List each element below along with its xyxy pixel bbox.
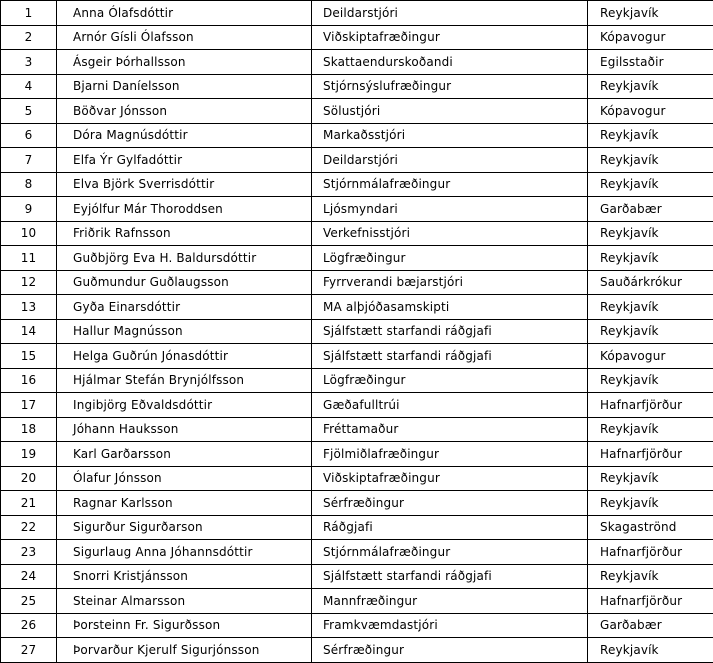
table-row	[1, 564, 713, 589]
person-name: Sigurlaug Anna Jóhannsdóttir	[57, 540, 312, 565]
person-name: Sigurður Sigurðarson	[57, 515, 312, 540]
job-title: Stjórnmálafræðingur	[312, 540, 588, 565]
town: Reykjavík	[588, 417, 713, 442]
person-name: Helga Guðrún Jónasdóttir	[57, 344, 312, 369]
table-row	[1, 99, 713, 124]
table-row	[1, 368, 713, 393]
job-title: Ráðgjafi	[312, 515, 588, 540]
row-number: 16	[1, 368, 57, 393]
job-title: Sérfræðingur	[312, 491, 588, 516]
town: Reykjavík	[588, 123, 713, 148]
table-row	[1, 589, 713, 614]
town: Sauðárkrókur	[588, 270, 713, 295]
town: Reykjavík	[588, 221, 713, 246]
row-number: 24	[1, 564, 57, 589]
table-row	[1, 393, 713, 418]
job-title: Lögfræðingur	[312, 246, 588, 271]
job-title: Sjálfstætt starfandi ráðgjafi	[312, 344, 588, 369]
row-number: 26	[1, 613, 57, 638]
person-name: Ragnar Karlsson	[57, 491, 312, 516]
person-name: Snorri Kristjánsson	[57, 564, 312, 589]
person-name: Guðmundur Guðlaugsson	[57, 270, 312, 295]
person-name: Þorsteinn Fr. Sigurðsson	[57, 613, 312, 638]
town: Reykjavík	[588, 564, 713, 589]
table-row	[1, 540, 713, 565]
job-title: Markaðsstjóri	[312, 123, 588, 148]
person-name: Guðbjörg Eva H. Baldursdóttir	[57, 246, 312, 271]
job-title: Ljósmyndari	[312, 197, 588, 222]
row-number: 8	[1, 172, 57, 197]
table-row	[1, 270, 713, 295]
town: Hafnarfjörður	[588, 589, 713, 614]
job-title: Stjórnsýslufræðingur	[312, 74, 588, 99]
job-title: Mannfræðingur	[312, 589, 588, 614]
table-row	[1, 344, 713, 369]
row-number: 4	[1, 74, 57, 99]
job-title: MA alþjóðasamskipti	[312, 295, 588, 320]
row-number: 2	[1, 25, 57, 50]
row-number: 13	[1, 295, 57, 320]
table-row	[1, 25, 713, 50]
person-name: Ólafur Jónsson	[57, 466, 312, 491]
table-row	[1, 491, 713, 516]
person-name: Jóhann Hauksson	[57, 417, 312, 442]
job-title: Sjálfstætt starfandi ráðgjafi	[312, 319, 588, 344]
person-name: Þorvarður Kjerulf Sigurjónsson	[57, 638, 312, 663]
job-title: Framkvæmdastjóri	[312, 613, 588, 638]
row-number: 22	[1, 515, 57, 540]
town: Egilsstaðir	[588, 50, 713, 75]
job-title: Viðskiptafræðingur	[312, 25, 588, 50]
town: Skagaströnd	[588, 515, 713, 540]
table-row	[1, 515, 713, 540]
person-name: Ingibjörg Eðvaldsdóttir	[57, 393, 312, 418]
table-row	[1, 1, 713, 26]
table-row	[1, 295, 713, 320]
job-title: Fyrrverandi bæjarstjóri	[312, 270, 588, 295]
town: Reykjavík	[588, 74, 713, 99]
person-name: Karl Garðarsson	[57, 442, 312, 467]
job-title: Skattaendurskoðandi	[312, 50, 588, 75]
town: Reykjavík	[588, 1, 713, 26]
table-row	[1, 74, 713, 99]
person-name: Anna Ólafsdóttir	[57, 1, 312, 26]
town: Reykjavík	[588, 172, 713, 197]
job-title: Deildarstjóri	[312, 1, 588, 26]
row-number: 6	[1, 123, 57, 148]
job-title: Lögfræðingur	[312, 368, 588, 393]
job-title: Sölustjóri	[312, 99, 588, 124]
town: Reykjavík	[588, 638, 713, 663]
job-title: Viðskiptafræðingur	[312, 466, 588, 491]
person-name: Böðvar Jónsson	[57, 99, 312, 124]
table-row	[1, 319, 713, 344]
town: Reykjavík	[588, 246, 713, 271]
table-row	[1, 172, 713, 197]
town: Reykjavík	[588, 319, 713, 344]
town: Reykjavík	[588, 148, 713, 173]
person-name: Hallur Magnússon	[57, 319, 312, 344]
town: Kópavogur	[588, 25, 713, 50]
table-row	[1, 50, 713, 75]
table-row	[1, 442, 713, 467]
job-title: Gæðafulltrúi	[312, 393, 588, 418]
table-row	[1, 417, 713, 442]
person-name: Elva Björk Sverrisdóttir	[57, 172, 312, 197]
job-title: Verkefnisstjóri	[312, 221, 588, 246]
row-number: 25	[1, 589, 57, 614]
job-title: Fjölmiðlafræðingur	[312, 442, 588, 467]
row-number: 7	[1, 148, 57, 173]
town: Kópavogur	[588, 344, 713, 369]
table-row	[1, 638, 713, 663]
table-row	[1, 197, 713, 222]
row-number: 18	[1, 417, 57, 442]
person-name: Gyða Einarsdóttir	[57, 295, 312, 320]
candidate-table-body	[1, 1, 713, 663]
table-row	[1, 148, 713, 173]
table-row	[1, 221, 713, 246]
table-row	[1, 613, 713, 638]
town: Reykjavík	[588, 491, 713, 516]
row-number: 10	[1, 221, 57, 246]
job-title: Sérfræðingur	[312, 638, 588, 663]
row-number: 17	[1, 393, 57, 418]
person-name: Arnór Gísli Ólafsson	[57, 25, 312, 50]
town: Reykjavík	[588, 368, 713, 393]
row-number: 23	[1, 540, 57, 565]
person-name: Eyjólfur Már Thoroddsen	[57, 197, 312, 222]
person-name: Steinar Almarsson	[57, 589, 312, 614]
town: Garðabær	[588, 613, 713, 638]
row-number: 15	[1, 344, 57, 369]
town: Reykjavík	[588, 466, 713, 491]
town: Hafnarfjörður	[588, 442, 713, 467]
person-name: Dóra Magnúsdóttir	[57, 123, 312, 148]
row-number: 19	[1, 442, 57, 467]
person-name: Elfa Ýr Gylfadóttir	[57, 148, 312, 173]
job-title: Deildarstjóri	[312, 148, 588, 173]
table-row	[1, 466, 713, 491]
row-number: 21	[1, 491, 57, 516]
table-row	[1, 246, 713, 271]
job-title: Fréttamaður	[312, 417, 588, 442]
row-number: 9	[1, 197, 57, 222]
row-number: 3	[1, 50, 57, 75]
town: Hafnarfjörður	[588, 540, 713, 565]
row-number: 1	[1, 1, 57, 26]
person-name: Bjarni Daníelsson	[57, 74, 312, 99]
row-number: 27	[1, 638, 57, 663]
person-name: Ásgeir Þórhallsson	[57, 50, 312, 75]
job-title: Stjórnmálafræðingur	[312, 172, 588, 197]
row-number: 20	[1, 466, 57, 491]
town: Kópavogur	[588, 99, 713, 124]
person-name: Friðrik Rafnsson	[57, 221, 312, 246]
row-number: 12	[1, 270, 57, 295]
town: Reykjavík	[588, 295, 713, 320]
town: Garðabær	[588, 197, 713, 222]
town: Hafnarfjörður	[588, 393, 713, 418]
row-number: 5	[1, 99, 57, 124]
job-title: Sjálfstætt starfandi ráðgjafi	[312, 564, 588, 589]
row-number: 11	[1, 246, 57, 271]
row-number: 14	[1, 319, 57, 344]
person-name: Hjálmar Stefán Brynjólfsson	[57, 368, 312, 393]
table-row	[1, 123, 713, 148]
